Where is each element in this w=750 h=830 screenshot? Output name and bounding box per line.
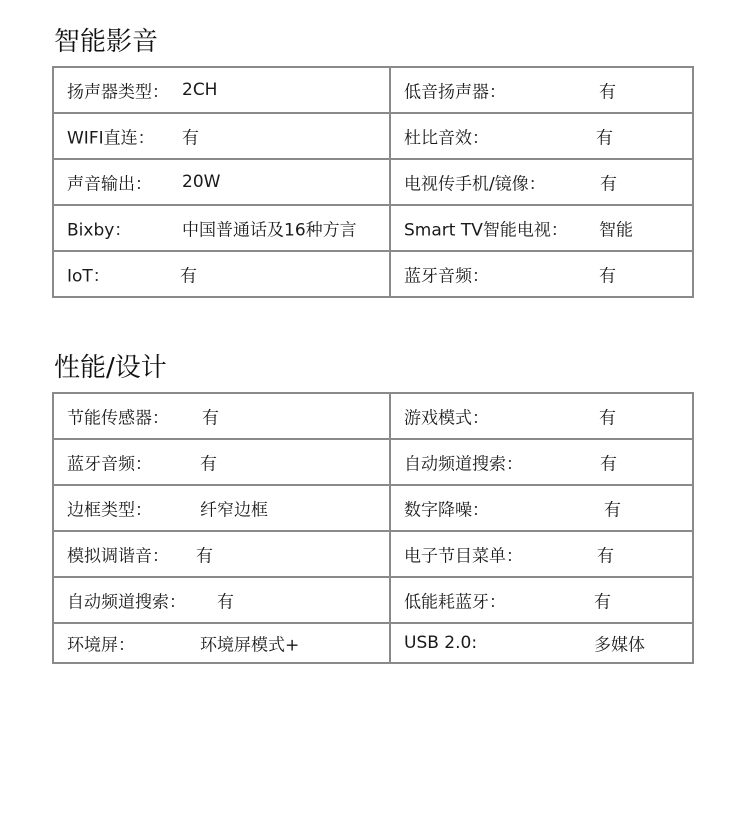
spec-label: Smart TV智能电视： [404,220,568,241]
section-title-performance-design: 性能/设计 [54,353,167,383]
table-row [53,485,693,531]
spec-value: 有 [182,128,199,149]
spec-value: 有 [200,454,217,475]
spec-cell [53,67,390,113]
spec-value: 2CH [182,80,218,100]
section-title-smart-av: 智能影音 [54,27,159,57]
spec-label: 扬声器类型： [67,82,169,103]
spec-label: 电视传手机/镜像： [404,174,546,195]
spec-cell [390,393,693,439]
spec-label: USB 2.0: [404,633,478,653]
spec-cell [53,439,390,485]
spec-cell [390,251,693,297]
spec-value: 有 [600,454,617,475]
spec-value: 有 [600,174,617,195]
spec-cell [53,205,390,251]
table-row [53,67,693,113]
spec-value: 有 [196,546,213,567]
spec-value: 有 [596,128,613,149]
table-row [53,439,693,485]
spec-label: 蓝牙音频： [67,454,152,475]
table-row [53,159,693,205]
spec-value: 有 [599,82,616,103]
spec-cell [390,159,693,205]
spec-value: 有 [604,500,621,521]
spec-cell [53,113,390,159]
spec-label: Bixby： [67,220,132,241]
spec-value: 多媒体 [594,635,645,656]
spec-label: 边框类型： [67,500,152,521]
spec-label: 自动频道搜索： [67,592,186,613]
spec-cell [53,159,390,205]
spec-label: 电子节目菜单： [404,546,523,567]
spec-value: 环境屏模式+ [200,635,300,656]
spec-label: 环境屏： [67,635,135,656]
table-row [53,251,693,297]
spec-label: IoT： [67,266,110,287]
table-row [53,113,693,159]
spec-value: 有 [599,266,616,287]
spec-value: 有 [599,408,616,429]
spec-label: 低能耗蓝牙： [404,592,506,613]
table-row [53,531,693,577]
spec-cell [53,623,390,663]
spec-cell [390,113,693,159]
spec-label: 低音扬声器： [404,82,506,103]
spec-label: 模拟调谐音： [67,546,169,567]
spec-cell [390,577,693,623]
spec-value: 有 [597,546,614,567]
spec-table-performance-design [52,392,694,664]
spec-value: 20W [182,172,221,192]
spec-label: 声音输出： [67,174,152,195]
spec-cell [53,577,390,623]
spec-label: 蓝牙音频： [404,266,489,287]
spec-cell [390,205,693,251]
spec-value: 有 [180,266,197,287]
table-row [53,393,693,439]
table-row [53,205,693,251]
spec-cell [390,623,693,663]
spec-value: 有 [202,408,219,429]
spec-cell [390,485,693,531]
spec-cell [390,531,693,577]
spec-cell [53,393,390,439]
spec-label: 自动频道搜索： [404,454,523,475]
spec-cell [390,439,693,485]
spec-value: 中国普通话及16种方言 [182,220,357,241]
spec-table-smart-av [52,66,694,298]
table-row [53,577,693,623]
table-row [53,623,693,663]
spec-value: 智能 [599,220,633,241]
spec-cell [53,531,390,577]
spec-label: 杜比音效： [404,128,489,149]
spec-label: WIFI直连： [67,128,155,149]
spec-cell [53,485,390,531]
spec-label: 游戏模式： [404,408,489,429]
spec-value: 有 [594,592,611,613]
spec-cell [53,251,390,297]
spec-cell [390,67,693,113]
spec-value: 有 [217,592,234,613]
spec-value: 纤窄边框 [200,500,268,521]
spec-label: 数字降噪： [404,500,489,521]
spec-label: 节能传感器： [67,408,169,429]
